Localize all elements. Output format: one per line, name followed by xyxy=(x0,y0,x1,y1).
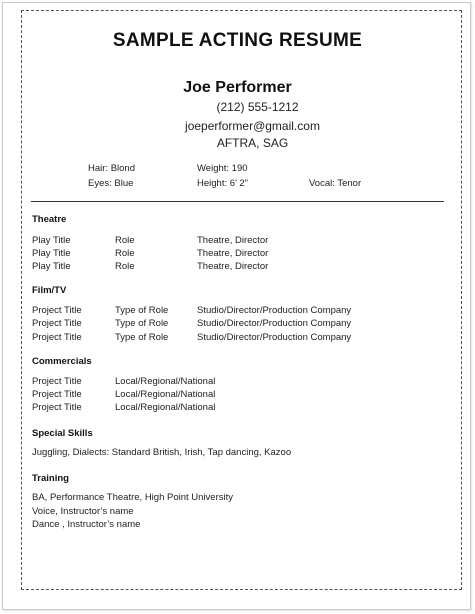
theatre-title: Play Title xyxy=(32,235,71,246)
table-row xyxy=(0,318,475,331)
table-row xyxy=(0,305,475,318)
header-divider xyxy=(31,201,444,202)
training-line: Voice, Instructor’s name xyxy=(32,506,134,517)
stat-weight: Weight: 190 xyxy=(197,163,248,174)
email-address: joeperformer@gmail.com xyxy=(185,119,320,133)
film-company: Studio/Director/Production Company xyxy=(197,318,352,329)
theatre-role: Role xyxy=(115,261,135,272)
section-heading-commercials: Commercials xyxy=(32,356,92,367)
commercial-title: Project Title xyxy=(32,376,82,387)
commercial-market: Local/Regional/National xyxy=(115,402,216,413)
stat-hair: Hair: Blond xyxy=(88,163,135,174)
film-role-type: Type of Role xyxy=(115,318,169,329)
training-line: BA, Performance Theatre, High Point University xyxy=(32,492,233,503)
commercial-market: Local/Regional/National xyxy=(115,376,216,387)
theatre-venue: Theatre, Director xyxy=(197,261,269,272)
performer-name: Joe Performer xyxy=(183,79,292,96)
stat-vocal: Vocal: Tenor xyxy=(309,178,362,189)
training-line: Dance , Instructor’s name xyxy=(32,519,141,530)
commercial-title: Project Title xyxy=(32,389,82,400)
film-title: Project Title xyxy=(32,332,82,343)
film-title: Project Title xyxy=(32,318,82,329)
commercial-title: Project Title xyxy=(32,402,82,413)
theatre-role: Role xyxy=(115,248,135,259)
film-title: Project Title xyxy=(32,305,82,316)
film-role-type: Type of Role xyxy=(115,305,169,316)
dashed-border xyxy=(21,10,462,590)
phone-number: (212) 555-1212 xyxy=(216,100,299,114)
film-role-type: Type of Role xyxy=(115,332,169,343)
table-row xyxy=(0,332,475,345)
table-row xyxy=(0,261,475,274)
stat-height: Height: 6’ 2” xyxy=(197,178,248,189)
stat-eyes: Eyes: Blue xyxy=(88,178,134,189)
special-skills-text: Juggling, Dialects: Standard British, Irish, Tap dancing, Kazoo xyxy=(32,447,292,458)
table-row xyxy=(0,402,475,415)
theatre-role: Role xyxy=(115,235,135,246)
table-row xyxy=(0,389,475,402)
table-row xyxy=(0,248,475,261)
film-company: Studio/Director/Production Company xyxy=(197,305,352,316)
theatre-title: Play Title xyxy=(32,261,71,272)
commercial-market: Local/Regional/National xyxy=(115,389,216,400)
resume-title: SAMPLE ACTING RESUME xyxy=(112,30,363,51)
section-heading-special-skills: Special Skills xyxy=(32,428,93,439)
theatre-venue: Theatre, Director xyxy=(197,248,269,259)
table-row xyxy=(0,235,475,248)
union-affiliations: AFTRA, SAG xyxy=(216,136,289,150)
theatre-title: Play Title xyxy=(32,248,71,259)
section-heading-theatre: Theatre xyxy=(32,214,67,225)
table-row xyxy=(0,376,475,389)
theatre-venue: Theatre, Director xyxy=(197,235,269,246)
section-heading-film-tv: Film/TV xyxy=(32,285,67,296)
film-company: Studio/Director/Production Company xyxy=(197,332,352,343)
section-heading-training: Training xyxy=(32,473,69,484)
